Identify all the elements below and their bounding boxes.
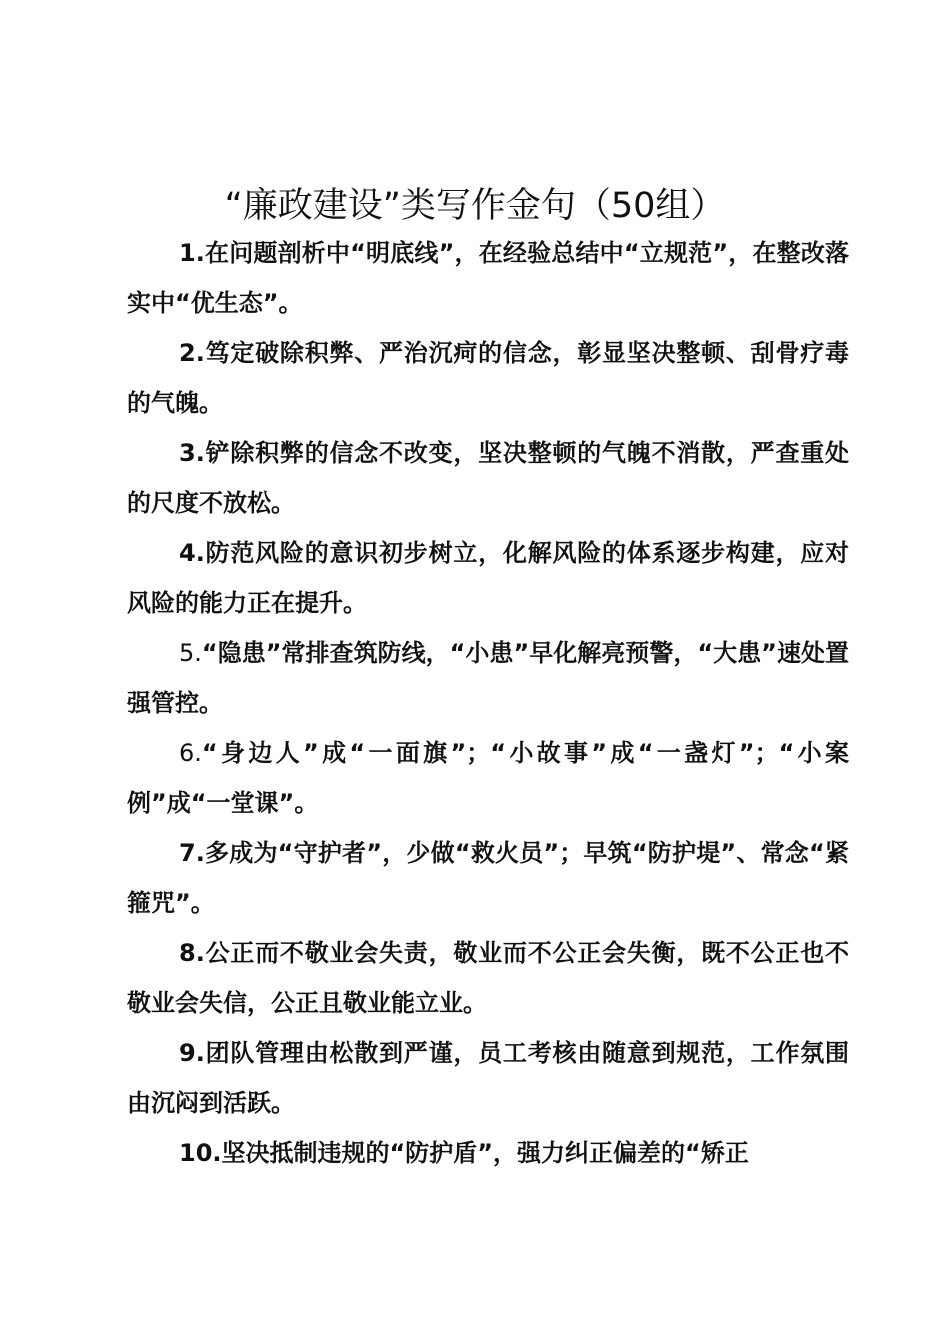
quote-item-10 — [127, 1128, 849, 1178]
quote-text: 团队管理由松散到严谨，员工考核由随意到规范，工作氛围由沉闷到活跃。 — [127, 1039, 849, 1117]
quote-item-2 — [127, 328, 849, 428]
quote-item-1 — [127, 228, 849, 328]
quote-item-7 — [127, 828, 849, 928]
quote-number: 6. — [179, 739, 202, 767]
quote-item-3 — [127, 428, 849, 528]
quote-text: 笃定破除积弊、严治沉疴的信念，彰显坚决整顿、刮骨疗毒的气魄。 — [127, 339, 849, 417]
quote-text: “隐患”常排查筑防线，“小患”早化解亮预警，“大患”速处置强管控。 — [127, 639, 849, 717]
quote-number: 9. — [179, 1039, 205, 1067]
quote-text: 公正而不敬业会失责，敬业而不公正会失衡，既不公正也不敬业会失信，公正且敬业能立业。 — [127, 939, 849, 1017]
quote-number: 3. — [179, 439, 205, 467]
quote-text: 多成为“守护者”，少做“救火员”；早筑“防护堤”、常念“紧箍咒”。 — [127, 839, 849, 917]
quote-number: 1. — [179, 239, 205, 267]
document-title: “廉政建设”类写作金句（50组） — [224, 186, 726, 226]
quote-text: 防范风险的意识初步树立，化解风险的体系逐步构建，应对风险的能力正在提升。 — [127, 539, 849, 617]
quote-number: 2. — [179, 339, 205, 367]
quote-text: 铲除积弊的信念不改变，坚决整顿的气魄不消散，严查重处的尺度不放松。 — [127, 439, 849, 517]
quote-item-5 — [127, 628, 849, 728]
quote-number: 8. — [179, 939, 205, 967]
quote-text: “身边人”成“一面旗”；“小故事”成“一盏灯”；“小案例”成“一堂课”。 — [127, 739, 849, 817]
quote-item-9 — [127, 1028, 849, 1128]
quote-item-6 — [127, 728, 849, 828]
quote-text: 在问题剖析中“明底线”，在经验总结中“立规范”，在整改落实中“优生态”。 — [127, 239, 849, 317]
quote-list — [127, 228, 849, 1178]
quote-number: 5. — [179, 639, 202, 667]
quote-number: 7. — [179, 839, 205, 867]
quote-number: 10. — [179, 1139, 222, 1167]
quote-number: 4. — [179, 539, 205, 567]
quote-item-4 — [127, 528, 849, 628]
quote-text: 坚决抵制违规的“防护盾”，强力纠正偏差的“矫正 — [221, 1139, 749, 1167]
quote-item-8 — [127, 928, 849, 1028]
